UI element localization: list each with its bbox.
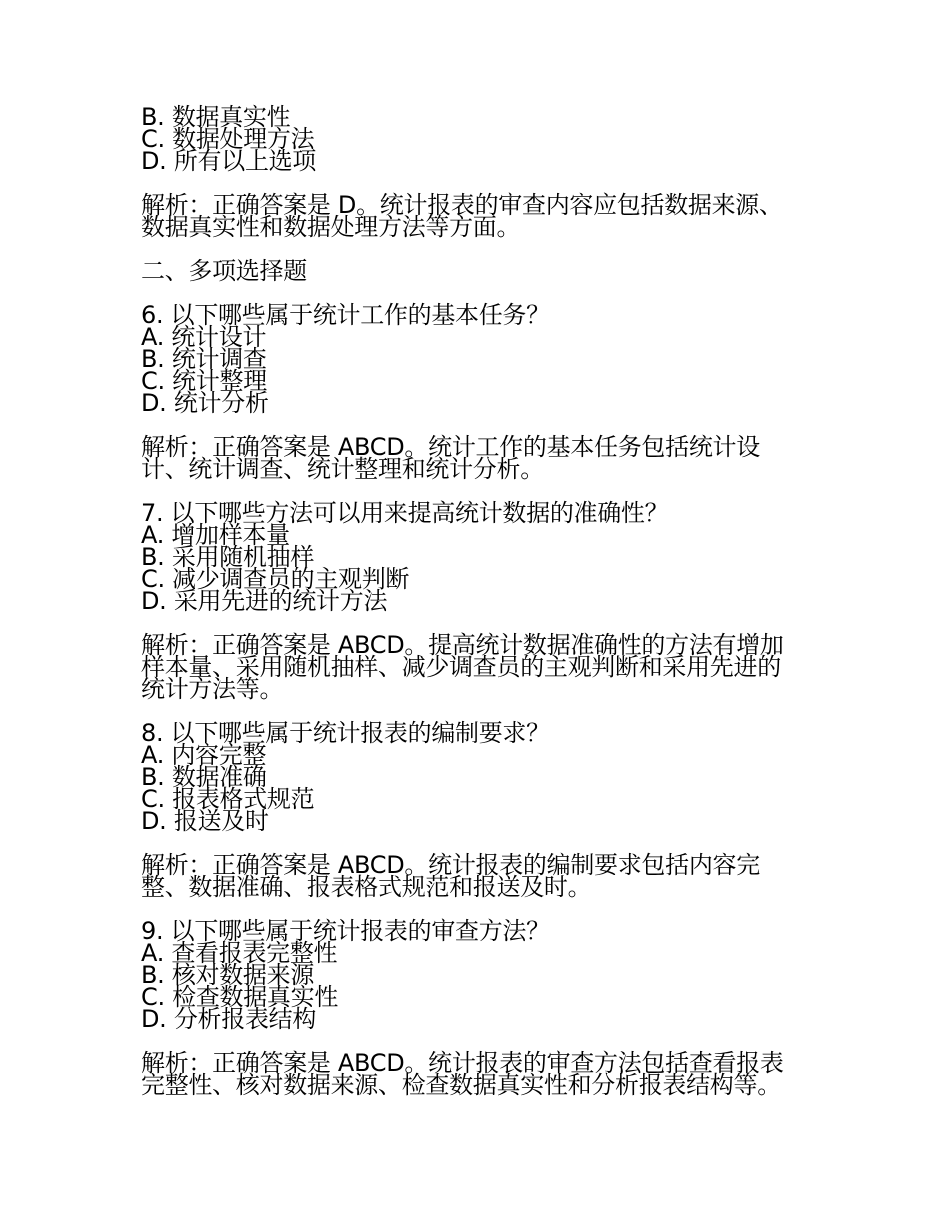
option-a: A. 增加样本量 [141,521,290,549]
section-title: 二、多项选择题 [141,257,307,285]
option-a: A. 内容完整 [141,741,267,769]
option-d: D. 所有以上选项 [141,147,317,175]
option-c: C. 检查数据真实性 [141,983,339,1011]
option-c: C. 减少调查员的主观判断 [141,565,410,593]
option-d: D. 统计分析 [141,389,269,417]
option-b: B. 数据真实性 [141,103,291,131]
option-d: D. 报送及时 [141,807,269,835]
analysis-line: 数据真实性和数据处理方法等方面。 [141,213,521,241]
option-d: D. 采用先进的统计方法 [141,587,388,615]
analysis-line: 计、统计调查、统计整理和统计分析。 [141,455,544,483]
analysis-line: 完整性、核对数据来源、检查数据真实性和分析报表结构等。 [141,1071,781,1099]
option-c: C. 统计整理 [141,367,267,395]
analysis-line: 整、数据准确、报表格式规范和报送及时。 [141,873,592,901]
question-text: 6. 以下哪些属于统计工作的基本任务？ [141,301,550,329]
option-c: C. 数据处理方法 [141,125,315,153]
question-text: 8. 以下哪些属于统计报表的编制要求？ [141,719,550,747]
option-c: C. 报表格式规范 [141,785,315,813]
option-b: B. 核对数据来源 [141,961,315,989]
document-page [141,103,821,1099]
option-a: A. 查看报表完整性 [141,939,338,967]
option-a: A. 统计设计 [141,323,267,351]
analysis-line: 解析：正确答案是 ABCD。统计报表的编制要求包括内容完 [141,851,760,879]
question-text: 9. 以下哪些属于统计报表的审查方法？ [141,917,550,945]
option-d: D. 分析报表结构 [141,1005,317,1033]
analysis-line: 统计方法等。 [141,675,284,703]
analysis-line: 解析：正确答案是 ABCD。提高统计数据准确性的方法有增加 [141,631,784,659]
option-b: B. 统计调查 [141,345,267,373]
analysis-line: 解析：正确答案是 ABCD。统计报表的审查方法包括查看报表 [141,1049,784,1077]
option-b: B. 采用随机抽样 [141,543,315,571]
analysis-line: 样本量、采用随机抽样、减少调查员的主观判断和采用先进的 [141,653,781,681]
analysis-line: 解析：正确答案是 D。统计报表的审查内容应包括数据来源、 [141,191,783,219]
analysis-line: 解析：正确答案是 ABCD。统计工作的基本任务包括统计设 [141,433,760,461]
question-text: 7. 以下哪些方法可以用来提高统计数据的准确性？ [141,499,669,527]
option-b: B. 数据准确 [141,763,267,791]
